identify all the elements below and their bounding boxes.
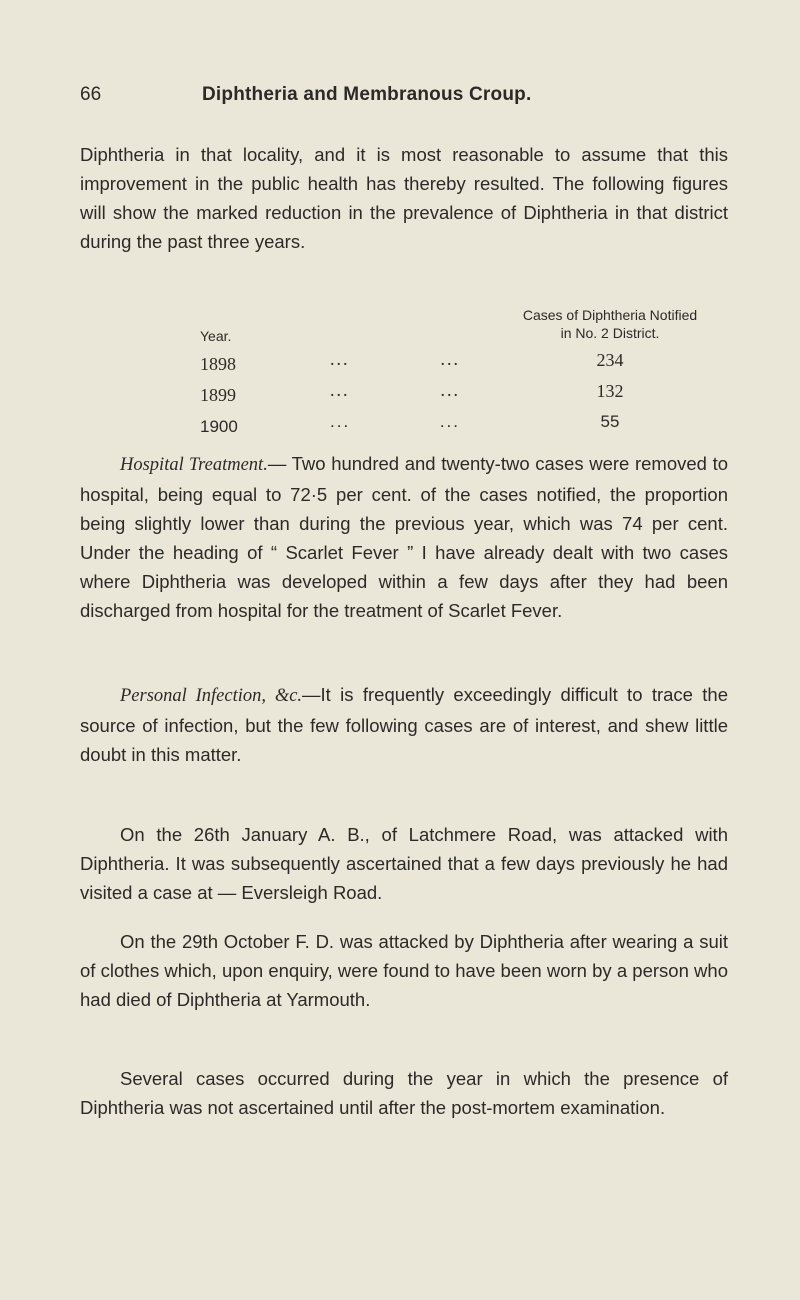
october-case-paragraph: On the 29th October F. D. was attacked by Diphtheria after wearing a suit of clothes which, upon enquiry, were found to have been worn by a person who had died of Diphtheria at Yarmouth. [80,931,728,1010]
cases-header-line2: in No. 2 District. [560,325,660,341]
hospital-treatment-text: — Two hundred and twenty-two cases were removed to hospital, being equal to 72·5 per cent. of the cases notified, the proportion being slightly lower than during the previous year, which was 74 per cent. Under the heading of “ Scarlet Fever ” I have already dealt with two cases where Diphtheria was developed within a few days after they had been discharged from hospital for the treatment of Scarlet Fever. [80,453,728,621]
diphtheria-cases-table [200,304,740,437]
cases-cell: 132 [596,380,624,401]
cases-column-header [480,304,740,344]
hospital-treatment-paragraph [80,449,728,625]
table-row [200,406,740,437]
intro-paragraph: Diphtheria in that locality, and it is most reasonable to assume that this improvement in the public health has thereby resulted. The following figures will show the marked reduction in the prevalence of Diphtheria in that district during the past three years. [80,144,728,252]
dot-leader: ... ... [330,349,460,369]
post-mortem-paragraph: Several cases occurred during the year in which the presence of Diphtheria was not ascertained until after the post-mortem examination. [80,1068,728,1118]
hospital-treatment-heading: Hospital Treatment. [120,455,268,475]
cases-header-line1: Cases of Diphtheria Notified [522,307,698,323]
personal-infection-text: —It is frequently exceedingly difficult to trace the source of infection, but the few following cases are of interest, and shew little doubt in this matter. [80,684,728,765]
personal-infection-heading: Personal Infection, &c. [120,686,303,706]
dot-leader: ... ... [330,380,460,400]
page-number: 66 [80,84,102,105]
cases-cell: 234 [596,349,624,370]
year-cell: 1899 [200,385,236,405]
cases-cell: 55 [600,411,620,431]
dot-leader: ... ... [330,411,460,431]
page-header [80,84,720,114]
table-row [200,344,740,375]
january-case-paragraph: On the 26th January A. B., of Latchmere Road, was attacked with Diphtheria. It was subsequently ascertained that a few days previously he had visited a case at — Eversleigh Road. [80,824,728,903]
personal-infection-paragraph [80,680,728,769]
table-row [200,375,740,406]
running-head: Diphtheria and Membranous Croup. [202,84,532,105]
year-column-header: Year. [200,328,232,344]
table-header-row [200,304,740,344]
year-cell: 1900 [200,417,238,436]
year-cell: 1898 [200,354,236,374]
